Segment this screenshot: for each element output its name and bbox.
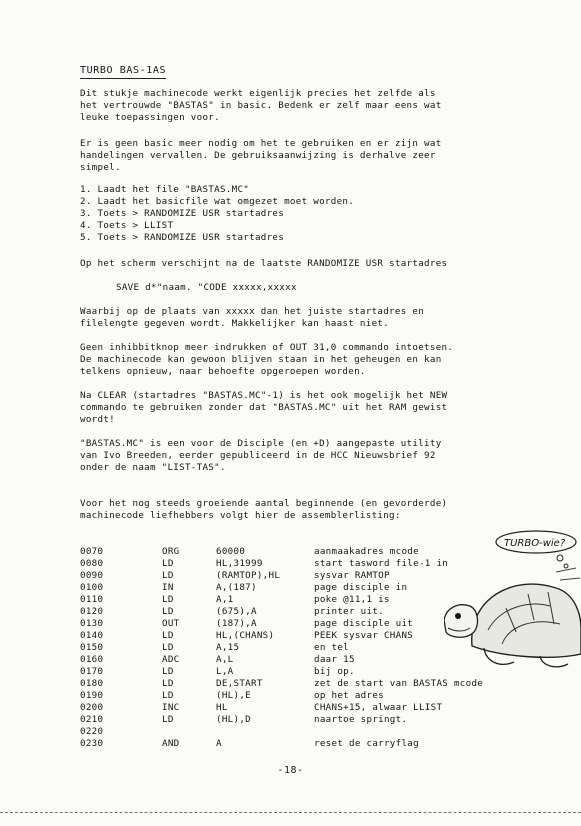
opcode: LD <box>162 642 174 653</box>
line-number: 0070 <box>80 546 104 557</box>
comment: aanmaakadres mcode <box>314 546 419 557</box>
intro-paragraph: Dit stukje machinecode werkt eigenlijk precies het zelfde als het vertrouwde "BASTAS" in basic. Bedenk er zelf maar eens wat leuke toepassingen voor. <box>80 88 442 123</box>
turtle-eye <box>455 613 461 619</box>
operand: (675),A <box>216 606 257 617</box>
comment: page disciple uit <box>314 618 414 629</box>
credits-paragraph: "BASTAS.MC" is een voor de Disciple (en +D) aangepaste utility van Ivo Breeden, eerder gepubliceerd in de HCC Nieuwsbrief 92 onder de naam "LIST-TAS". <box>80 438 442 473</box>
line-number: 0130 <box>80 618 104 629</box>
line-number: 0170 <box>80 666 104 677</box>
operand: (HL),D <box>216 714 251 725</box>
usage-paragraph: Er is geen basic meer nodig om het te gebruiken en er zijn wat handelingen vervallen. De gebruiksaanwijzing is derhalve zeer simpel. <box>80 138 442 173</box>
line-number: 0180 <box>80 678 104 689</box>
opcode: ADC <box>162 654 180 665</box>
comment: CHANS+15, alwaar LLIST <box>314 702 443 713</box>
line-number: 0090 <box>80 570 104 581</box>
turtle-drawing <box>444 528 581 698</box>
screen-output-paragraph: Op het scherm verschijnt na de laatste RANDOMIZE USR startadres <box>80 258 448 269</box>
step-item: 5. Toets > RANDOMIZE USR startadres <box>80 232 285 243</box>
comment: poke @11,1 is <box>314 594 390 605</box>
opcode: OUT <box>162 618 180 629</box>
step-item: 2. Laadt het basicfile wat omgezet moet worden. <box>80 196 355 207</box>
opcode: LD <box>162 558 174 569</box>
operand: (HL),E <box>216 690 251 701</box>
opcode: AND <box>162 738 180 749</box>
line-number: 0140 <box>80 630 104 641</box>
comment: bij op. <box>314 666 355 677</box>
operand: (187),A <box>216 618 257 629</box>
comment: start tasword file-1 in <box>314 558 449 569</box>
page-number: -18- <box>277 765 304 776</box>
operand: A,15 <box>216 642 240 653</box>
clear-paragraph: Na CLEAR (startadres "BASTAS.MC"-1) is het ook mogelijk het NEW commando te gebruiken zonder dat "BASTAS.MC" uit het RAM gewist wordt! <box>80 390 448 425</box>
opcode: LD <box>162 594 174 605</box>
comment: zet de start van BASTAS mcode <box>314 678 484 689</box>
opcode: LD <box>162 666 174 677</box>
comment: naartoe springt. <box>314 714 408 725</box>
inhibit-paragraph: Geen inhibbitknop meer indrukken of OUT 31,0 commando intoetsen. De machinecode kan gewoon blijven staan in het geheugen en kan telkens opnieuw, naar behoefte opgeroepen worden. <box>80 342 454 377</box>
operand: DE,START <box>216 678 263 689</box>
instruction-steps <box>80 184 354 244</box>
operand: HL,31999 <box>216 558 263 569</box>
line-number: 0200 <box>80 702 104 713</box>
turtle-cartoon <box>444 528 581 698</box>
step-item: 3. Toets > RANDOMIZE USR startadres <box>80 208 285 219</box>
opcode: LD <box>162 570 174 581</box>
line-number: 0210 <box>80 714 104 725</box>
line-number: 0110 <box>80 594 104 605</box>
comment: op het adres <box>314 690 384 701</box>
step-item: 1. Laadt het file "BASTAS.MC" <box>80 184 250 195</box>
operand: A,L <box>216 654 234 665</box>
line-number: 0160 <box>80 654 104 665</box>
line-number: 0220 <box>80 726 104 737</box>
opcode: ORG <box>162 546 180 557</box>
speech-bubble-text: TURBO-wie? <box>504 538 566 549</box>
operand: HL <box>216 702 228 713</box>
page-heading: TURBO BAS-1AS <box>80 64 166 79</box>
line-number: 0100 <box>80 582 104 593</box>
line-number: 0080 <box>80 558 104 569</box>
comment: reset de carryflag <box>314 738 419 749</box>
opcode: IN <box>162 582 174 593</box>
operand: HL,(CHANS) <box>216 630 275 641</box>
operand: A <box>216 738 222 749</box>
operand: A,1 <box>216 594 234 605</box>
comment: PEEK sysvar CHANS <box>314 630 414 641</box>
opcode: LD <box>162 630 174 641</box>
opcode: INC <box>162 702 180 713</box>
operand: L,A <box>216 666 234 677</box>
turtle-shell <box>472 584 581 657</box>
line-number: 0150 <box>80 642 104 653</box>
comment: en tel <box>314 642 349 653</box>
comment: daar 15 <box>314 654 355 665</box>
opcode: LD <box>162 678 174 689</box>
opcode: LD <box>162 690 174 701</box>
line-number: 0120 <box>80 606 104 617</box>
comment: printer uit. <box>314 606 384 617</box>
operand: 60000 <box>216 546 246 557</box>
opcode: LD <box>162 606 174 617</box>
turtle-head <box>444 605 477 638</box>
speed-lines <box>556 568 580 580</box>
opcode: LD <box>162 714 174 725</box>
operand: A,(187) <box>216 582 257 593</box>
comment: page disciple in <box>314 582 408 593</box>
thought-dot <box>564 564 568 568</box>
save-explanation-paragraph: Waarbij op de plaats van xxxxx dan het juiste startadres en filelengte gegeven wordt. Makkelijker kan haast niet. <box>80 306 425 329</box>
bottom-divider <box>0 812 581 813</box>
save-command-line: SAVE d*"naam. "CODE xxxxx,xxxxx <box>116 282 297 293</box>
thought-dot <box>557 555 563 561</box>
listing-intro-paragraph: Voor het nog steeds groeiende aantal beginnende (en gevorderde) machinecode liefhebbers volgt hier de assemblerlisting: <box>80 498 448 521</box>
operand: (RAMTOP),HL <box>216 570 281 581</box>
step-item: 4. Toets > LLIST <box>80 220 174 231</box>
line-number: 0190 <box>80 690 104 701</box>
comment: sysvar RAMTOP <box>314 570 390 581</box>
line-number: 0230 <box>80 738 104 749</box>
